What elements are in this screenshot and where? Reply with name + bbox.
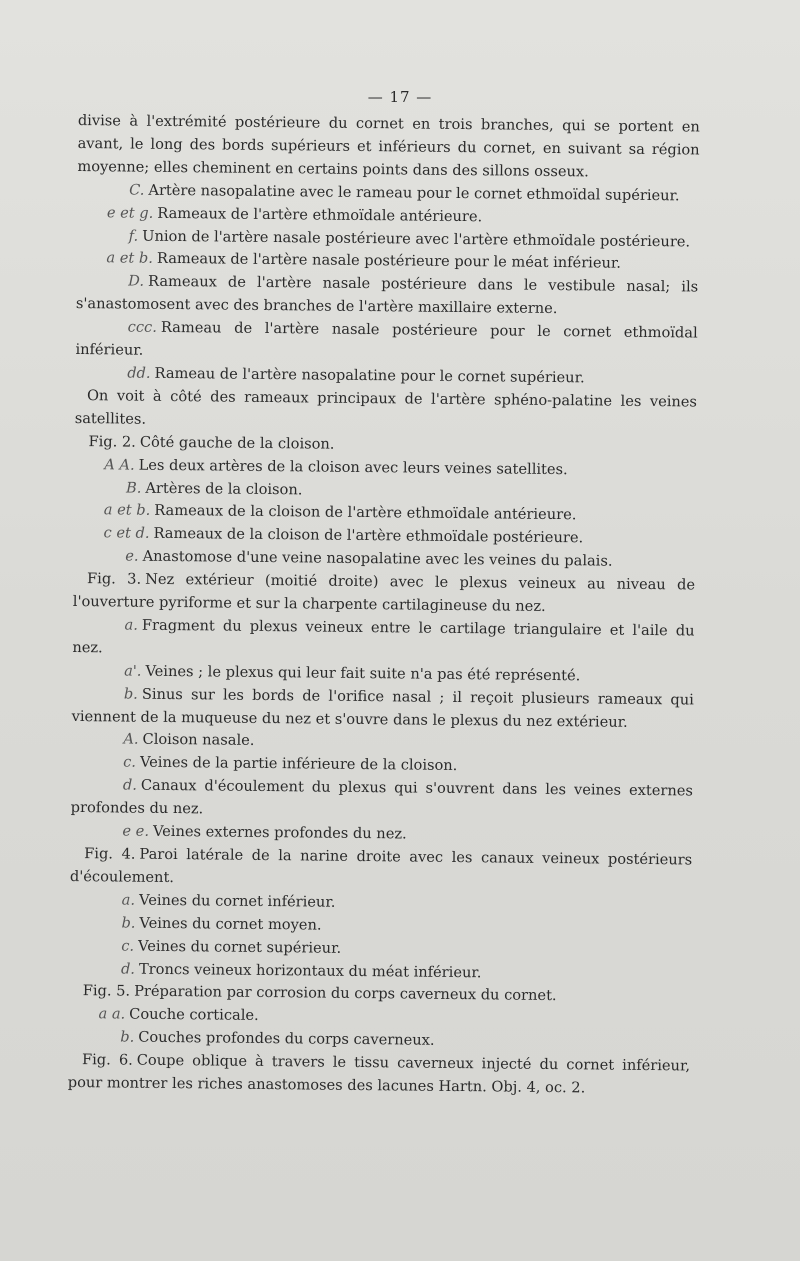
legend-text: Anastomose d'une veine nasopalatine avec les veines du palais. xyxy=(142,547,613,570)
page-number: — 17 — xyxy=(367,88,433,106)
legend-entry xyxy=(76,270,698,322)
figure-label: Fig. 5. xyxy=(82,982,131,1001)
legend-text: Veines ; le plexus qui leur fait suite n'a pas été représenté. xyxy=(145,662,581,685)
legend-text: Rameaux de l'artère nasale postérieure pour le méat inférieur. xyxy=(156,250,622,273)
figure-caption xyxy=(70,843,692,895)
legend-label: a'. xyxy=(124,662,142,680)
legend-text: Veines du cornet moyen. xyxy=(139,914,322,934)
legend-text: Veines de la partie inférieure de la cloison. xyxy=(139,754,458,775)
legend-text: Rameaux de la cloison de l'artère ethmoïdale postérieure. xyxy=(153,525,584,547)
legend-text: Rameau de l'artère nasale postérieure pour le cornet ethmoïdal inférieur. xyxy=(75,319,698,359)
legend-text: Artères de la cloison. xyxy=(145,479,303,498)
legend-label: dd. xyxy=(127,364,151,382)
figure-caption xyxy=(68,1049,690,1101)
legend-label: a et b. xyxy=(106,249,154,268)
legend-label: e e. xyxy=(122,822,150,840)
figure-title: Préparation par corrosion du corps caverneux du cornet. xyxy=(134,983,557,1005)
legend-text: Veines externes profondes du nez. xyxy=(152,822,407,843)
legend-entry xyxy=(72,614,694,666)
legend-label: a. xyxy=(121,891,136,909)
legend-label: d. xyxy=(122,776,138,794)
legend-label: c et d. xyxy=(103,524,150,543)
legend-text: Rameaux de l'artère ethmoïdale antérieure. xyxy=(157,204,483,225)
legend-text: Couche corticale. xyxy=(129,1005,259,1025)
legend-text: Veines du cornet inférieur. xyxy=(138,891,336,911)
legend-label: b. xyxy=(120,1028,135,1046)
legend-text: Artère nasopalatine avec le rameau pour le cornet ethmoïdal supérieur. xyxy=(148,181,680,205)
legend-text: Les deux artères de la cloison avec leurs veines satellites. xyxy=(138,456,568,478)
legend-label: e. xyxy=(125,547,139,565)
legend-text: Rameau de l'artère nasopalatine pour le cornet supérieur. xyxy=(154,364,585,387)
figure-label: Fig. 6. xyxy=(81,1051,133,1069)
figure-label: Fig. 3. xyxy=(87,570,142,588)
figure-label: Fig. 4. xyxy=(84,845,136,863)
legend-label: d. xyxy=(120,960,136,978)
legend-label: A A. xyxy=(104,455,135,474)
legend-text: Union de l'artère nasale postérieure avec l'artère ethmoïdale postérieure. xyxy=(142,227,691,250)
legend-text: Canaux d'écoulement du plexus qui s'ouvrent dans les veines externes profondes du nez. xyxy=(70,776,693,818)
paragraph xyxy=(75,385,697,437)
legend-label: c. xyxy=(121,937,135,955)
legend-label: C. xyxy=(129,181,145,199)
figure-title: Coupe oblique à travers le tissu caverneux injecté du cornet inférieur, pour montrer les riches anastomoses des lacunes Hartn. Obj. 4, oc. 2. xyxy=(67,1051,691,1097)
figure-title: Côté gauche de la cloison. xyxy=(139,433,335,453)
legend-label: A. xyxy=(123,730,139,749)
legend-text: Fragment du plexus veineux entre le cartilage triangulaire et l'aile du nez. xyxy=(72,616,695,657)
paragraph-text: On voit à côté des rameaux principaux de l'artère sphéno-palatine les veines satellites. xyxy=(74,386,698,428)
legend-text: Rameaux de la cloison de l'artère ethmoïdale antérieure. xyxy=(154,502,577,524)
legend-entry xyxy=(72,683,694,735)
legend-label: c. xyxy=(123,753,137,772)
paragraph-text: divise à l'extrémité postérieure du cornet en trois branches, qui se portent en avant, le long des bords supérieurs et inférieurs du cornet, en suivant sa région moyenne; elles cheminent en certains points dans des sillons osseux. xyxy=(77,111,700,181)
figure-caption xyxy=(73,568,695,620)
legend-entry xyxy=(71,774,693,826)
paragraph xyxy=(77,110,700,185)
legend-label: a a. xyxy=(98,1005,126,1023)
legend-label: f. xyxy=(128,227,139,245)
legend-label: B. xyxy=(125,479,142,497)
legend-label: ccc. xyxy=(127,318,157,336)
legend-text: Couches profondes du corps caverneux. xyxy=(138,1028,435,1050)
legend-text: Troncs veineux horizontaux du méat inférieur. xyxy=(138,960,482,981)
figure-title: Paroi latérale de la narine droite avec les canaux veineux postérieurs d'écoulement. xyxy=(69,845,693,886)
figure-title: Nez extérieur (moitié droite) avec le plexus veineux au niveau de l'ouverture pyriforme et sur la charpente cartilagineuse du nez. xyxy=(72,570,696,615)
legend-label: a et b. xyxy=(103,501,151,520)
legend-text: Cloison nasale. xyxy=(142,731,255,750)
figure-label: Fig. 2. xyxy=(88,432,136,451)
legend-label: b. xyxy=(123,685,138,703)
body-text xyxy=(68,110,700,1101)
legend-text: Rameaux de l'artère nasale postérieure dans le vestibule nasal; ils s'anastomosent avec des branches de l'artère maxillaire externe. xyxy=(75,273,699,318)
legend-label: D. xyxy=(128,272,145,291)
legend-label: b. xyxy=(121,914,136,932)
legend-label: a. xyxy=(124,616,139,634)
legend-text: Veines du cornet supérieur. xyxy=(137,937,342,957)
legend-entry xyxy=(75,316,697,368)
legend-label: e et g. xyxy=(106,203,154,222)
legend-text: Sinus sur les bords de l'orifice nasal ; il reçoit plusieurs rameaux qui viennent de la muqueuse du nez et s'ouvre dans le plexus du nez extérieur. xyxy=(71,685,694,731)
